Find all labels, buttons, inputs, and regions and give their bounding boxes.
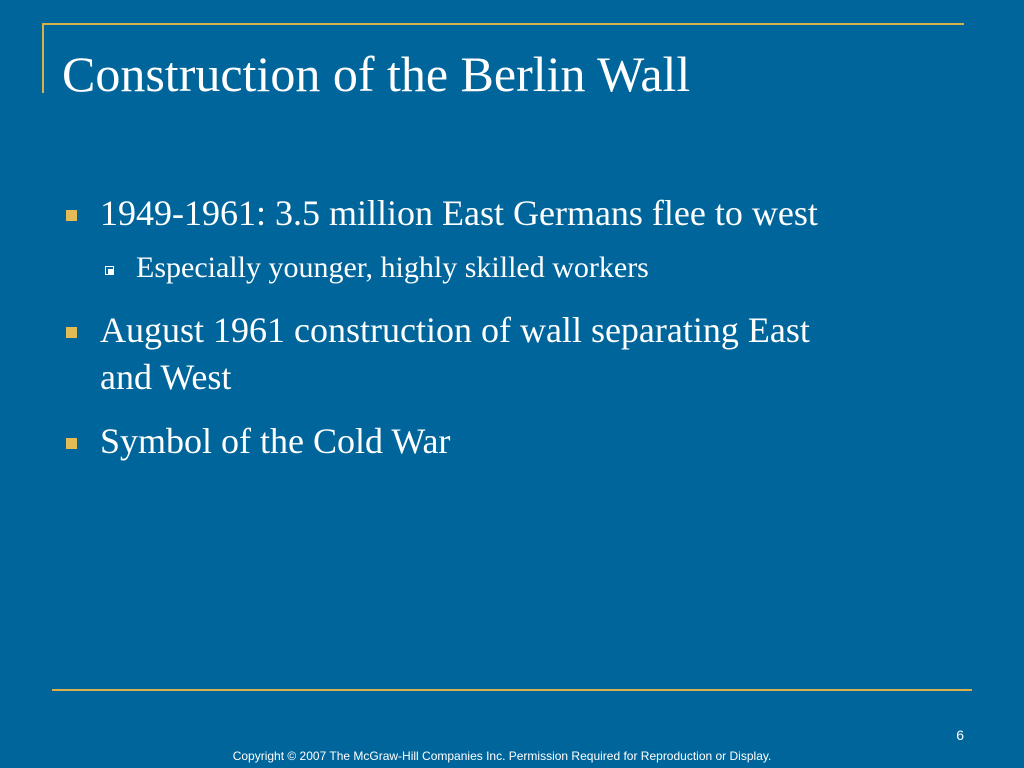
bullet-text-2-line-2: and West [100,357,232,397]
hollow-square-bullet-icon [105,266,114,275]
bullet-text-2-line-1: August 1961 construction of wall separating East [100,310,810,350]
footer-divider [52,689,972,691]
copyright-notice: Copyright © 2007 The McGraw-Hill Companies Inc. Permission Required for Reproduction or Display. [232,749,772,763]
page-number: 6 [956,727,964,743]
title-frame-top-line [42,23,964,25]
slide-title: Construction of the Berlin Wall [62,46,691,102]
square-bullet-icon [66,327,77,338]
bullet-text-3: Symbol of the Cold War [100,421,451,461]
square-bullet-icon [66,210,77,221]
title-frame-left-line [42,23,44,93]
sub-bullet-text-1: Especially younger, highly skilled workers [136,251,649,284]
square-bullet-icon [66,438,77,449]
bullet-text-1: 1949-1961: 3.5 million East Germans flee to west [100,193,818,233]
